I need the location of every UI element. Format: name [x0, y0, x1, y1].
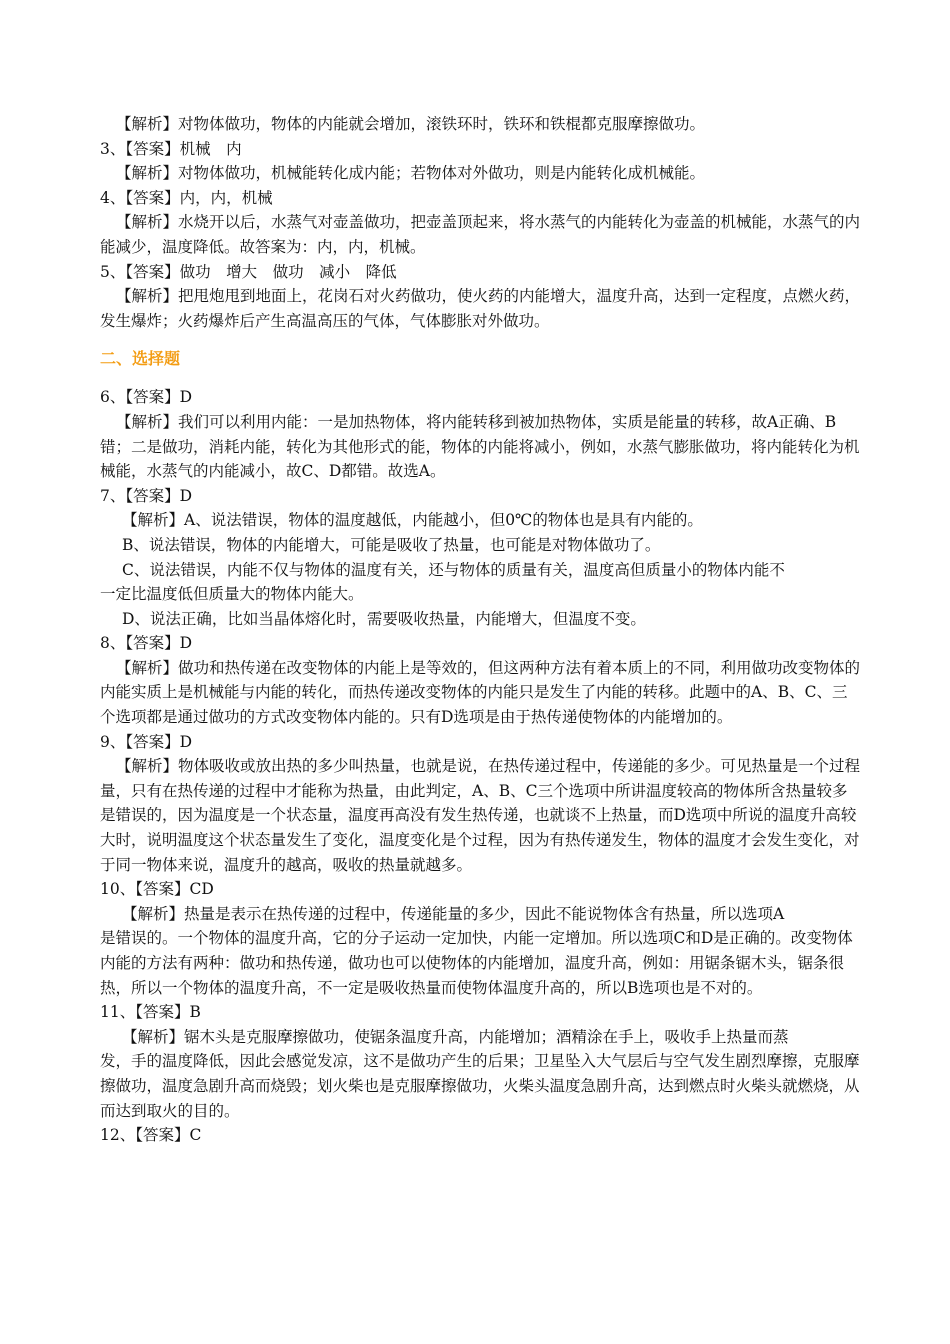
document-body: [100, 112, 860, 1148]
text-paragraph: 一定比温度低但质量大的物体内能大。: [100, 585, 364, 604]
section-heading: 二、选择题: [100, 349, 181, 369]
text-paragraph: C、说法错误，内能不仅与物体的温度有关，还与物体的质量有关，温度高但质量小的物体内能不: [122, 560, 785, 579]
text-paragraph: D、说法正确，比如当晶体熔化时，需要吸收热量，内能增大，但温度不变。: [122, 609, 646, 628]
text-paragraph: 9、【答案】D: [100, 732, 193, 751]
text-paragraph: B、说法错误，物体的内能增大，可能是吸收了热量，也可能是对物体做功了。: [122, 535, 661, 554]
text-paragraph: 【解析】对物体做功，机械能转化成内能；若物体对外做功，则是内能转化成机械能。: [116, 164, 706, 183]
text-paragraph: 5、【答案】做功 增大 做功 减小 降低: [100, 262, 397, 281]
text-paragraph: 【解析】做功和热传递在改变物体的内能上是等效的，但这两种方法有着本质上的不同，利用做功改变物体的内能实质上是机械能与内能的转化，而热传递改变物体的内能只是发生了内能的转移。此题中的A、B、C、三个选项都是通过做功的方式改变物体内能的。只有D选项是由于热传递使物体的内能增加的。: [100, 658, 861, 727]
text-paragraph: 是错误的。一个物体的温度升高，它的分子运动一定加快，内能一定增加。所以选项C和D是正确的。改变物体内能的方法有两种：做功和热传递，做功也可以使物体的内能增加，温度升高，例如：用锯条锯木头，锯条很热，所以一个物体的温度升高，不一定是吸收热量而使物体温度升高的，所以B选项也是不对的。: [100, 929, 853, 997]
text-paragraph: 10、【答案】CD: [100, 880, 214, 899]
text-paragraph: 【解析】我们可以利用内能：一是加热物体，将内能转移到被加热物体，实质是能量的转移，故A正确、B错；二是做功，消耗内能，转化为其他形式的能，物体的内能将减小，例如，水蒸气膨胀做功，将内能转化为机械能，水蒸气的内能减小，故C、D都错。故选A。: [100, 412, 860, 481]
text-paragraph: 【解析】把甩炮甩到地面上，花岗石对火药做功，使火药的内能增大，温度升高，达到一定程度，点燃火药，发生爆炸；火药爆炸后产生高温高压的气体，气体膨胀对外做功。: [100, 287, 861, 330]
text-paragraph: 【解析】水烧开以后，水蒸气对壶盖做功，把壶盖顶起来，将水蒸气的内能转化为壶盖的机械能，水蒸气的内能减少，温度降低。故答案为：内，内，机械。: [100, 213, 861, 256]
text-paragraph: 【解析】A、说法错误，物体的温度越低，内能越小，但0℃的物体也是具有内能的。: [122, 511, 703, 530]
text-paragraph: 【解析】物体吸收或放出热的多少叫热量，也就是说，在热传递过程中，传递能的多少。可见热量是一个过程量，只有在热传递的过程中才能称为热量，由此判定，A、B、C三个选项中所讲温度较高的物体所含热量较多是错误的，因为温度是一个状态量，温度再高没有发生热传递，也就谈不上热量，而D选项中所说的温度升高较大时，说明温度这个状态量发生了变化，温度变化是个过程，因为有热传递发生，物体的温度才会发生变化，对于同一物体来说，温度升的越高，吸收的热量就越多。: [100, 757, 861, 874]
text-paragraph: 7、【答案】D: [100, 486, 193, 505]
text-paragraph: 11、【答案】B: [100, 1003, 201, 1022]
text-paragraph: 3、【答案】机械 内: [100, 139, 242, 158]
text-paragraph: 6、【答案】D: [100, 388, 193, 407]
text-paragraph: 【解析】对物体做功，物体的内能就会增加，滚铁环时，铁环和铁棍都克服摩擦做功。: [116, 115, 706, 133]
text-paragraph: 8、【答案】D: [100, 634, 193, 653]
text-paragraph: 【解析】热量是表示在热传递的过程中，传递能量的多少，因此不能说物体含有热量，所以选项A: [122, 904, 785, 923]
text-paragraph: 4、【答案】内，内，机械: [100, 188, 273, 207]
text-paragraph: 【解析】锯木头是克服摩擦做功，使锯条温度升高，内能增加；酒精涂在手上，吸收手上热量而蒸: [122, 1027, 789, 1046]
text-paragraph: 12、【答案】C: [100, 1126, 202, 1145]
text-paragraph: 发，手的温度降低，因此会感觉发凉，这不是做功产生的后果；卫星坠入大气层后与空气发生剧烈摩擦，克服摩擦做功，温度急剧升高而烧毁；划火柴也是克服摩擦做功，火柴头温度急剧升高，达到燃点时火柴头就燃烧，从而达到取火的目的。: [100, 1052, 860, 1120]
